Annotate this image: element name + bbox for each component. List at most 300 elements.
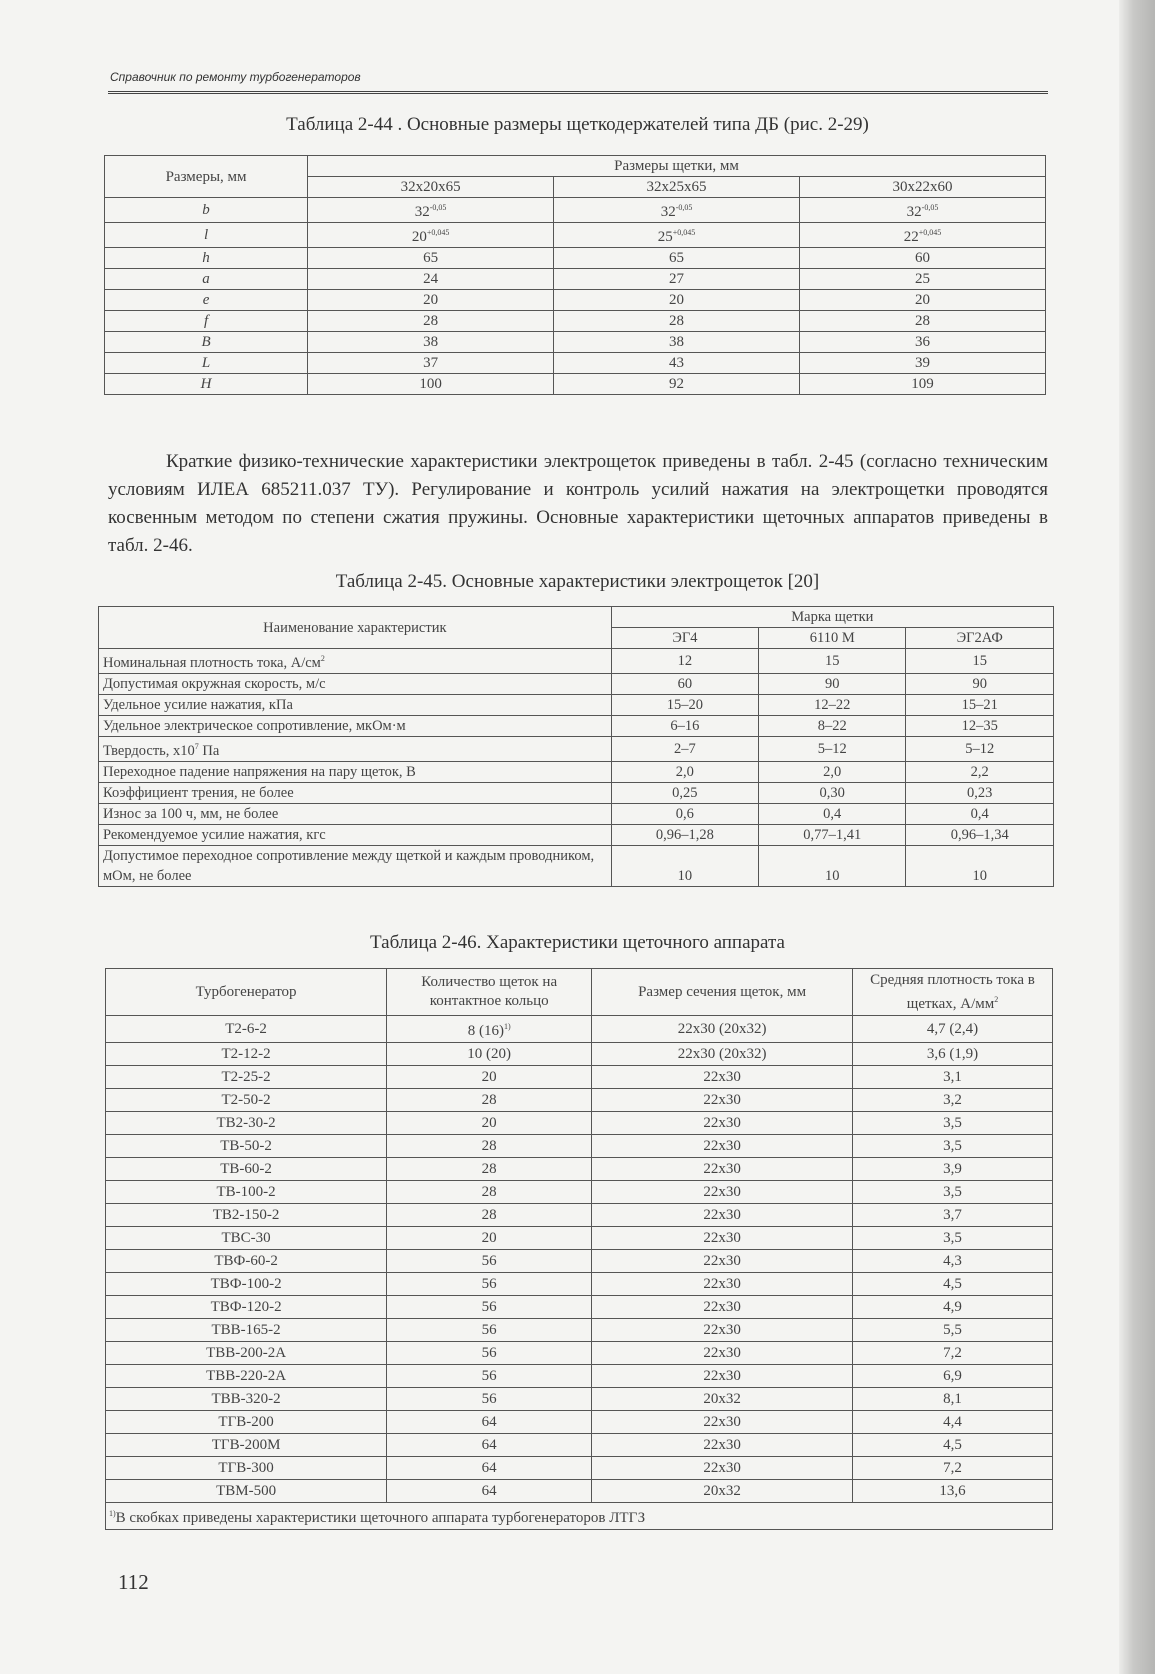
- t46-cell: [853, 1112, 1053, 1135]
- t45-cell: 12: [611, 649, 758, 674]
- t46-value: 3,5: [943, 1138, 962, 1154]
- t44-cell: [308, 353, 554, 374]
- table-row: [105, 311, 1046, 332]
- t44-cell: [554, 374, 800, 395]
- t46-value: ТВВ-200-2А: [206, 1345, 287, 1361]
- t46-cell: [387, 1388, 592, 1411]
- t46-value: 22х30 (20х32): [677, 1021, 767, 1037]
- t44-value: 39: [915, 355, 930, 371]
- t45-label-tail: Па: [198, 742, 220, 759]
- t44-cell: [800, 374, 1046, 395]
- t46-value: 22х30: [703, 1230, 741, 1246]
- t44-cell: [800, 248, 1046, 269]
- table-row: [99, 736, 1054, 761]
- t45-cell: 90: [906, 673, 1054, 694]
- table-row: [105, 374, 1046, 395]
- table-row: [106, 1480, 1053, 1503]
- t44-value: 32: [414, 204, 430, 220]
- t46-cell: [387, 1016, 592, 1043]
- table-row: [105, 269, 1046, 290]
- t46-value: Т2-6-2: [225, 1021, 267, 1037]
- t44-row-symbol: f: [203, 313, 209, 329]
- t46-value: 4,9: [943, 1299, 962, 1315]
- t44-row-symbol: L: [201, 355, 211, 371]
- t45-cell: 0,23: [906, 782, 1054, 803]
- t46-cell: [853, 1066, 1053, 1089]
- t45-label-text: Коэффициент трения, не более: [103, 784, 294, 801]
- table-row: [106, 1204, 1053, 1227]
- t44-col-header: Размеры, мм: [105, 156, 308, 198]
- t46-cell: [387, 1158, 592, 1181]
- t46-cell: [592, 1296, 853, 1319]
- t46-value: 56: [481, 1299, 497, 1315]
- t46-cell: [853, 1204, 1053, 1227]
- t46-cell: [853, 1250, 1053, 1273]
- t45-label-text: Рекомендуемое усилие нажатия, кгс: [103, 826, 326, 843]
- t46-cell: [387, 1135, 592, 1158]
- t46-value: ТВС-30: [221, 1230, 271, 1246]
- t46-cell: [592, 1135, 853, 1158]
- table-row: [106, 1043, 1053, 1066]
- table-row: [99, 673, 1054, 694]
- t46-value: 22х30: [703, 1115, 741, 1131]
- t45-cell: 0,4: [759, 803, 906, 824]
- t45-col-header: Наименование характеристик: [99, 607, 612, 649]
- table-row: [106, 1411, 1053, 1434]
- table-row: [99, 845, 1054, 886]
- t46-cell: [106, 1365, 387, 1388]
- t46-value: 8 (16): [467, 1023, 504, 1039]
- t46-cell: [592, 1388, 853, 1411]
- t44-tolerance: +0,045: [672, 228, 696, 237]
- t46-cell: [387, 1089, 592, 1112]
- t46-cell: [106, 1250, 387, 1273]
- table-row: [105, 223, 1046, 248]
- t46-value: Т2-50-2: [221, 1092, 271, 1108]
- t46-value: 3,5: [943, 1230, 962, 1246]
- t44-value: 27: [669, 271, 685, 287]
- t46-value: Т2-25-2: [221, 1069, 271, 1085]
- table-row: [106, 1365, 1053, 1388]
- t46-cell: [106, 1342, 387, 1365]
- t46-cell: [853, 1480, 1053, 1503]
- t45-cell: 0,96–1,34: [906, 824, 1054, 845]
- t45-cell: 2,0: [759, 761, 906, 782]
- t44-cell: [308, 198, 554, 223]
- t46-cell: [387, 1342, 592, 1365]
- t44-row-label: [105, 311, 308, 332]
- t45-cell: 12–22: [759, 694, 906, 715]
- t46-cell: [592, 1158, 853, 1181]
- table-2-44: [104, 155, 1046, 395]
- t46-value: 7,2: [943, 1460, 962, 1476]
- t44-cell: [308, 290, 554, 311]
- t45-column: 6110 М: [759, 628, 906, 649]
- table-2-46: [105, 968, 1053, 1530]
- t44-cell: [554, 290, 800, 311]
- t45-cell: 15: [759, 649, 906, 674]
- t46-cell: [592, 1457, 853, 1480]
- t44-value: 28: [915, 313, 930, 329]
- t46-cell: [853, 1411, 1053, 1434]
- t45-cell: 5–12: [759, 736, 906, 761]
- t45-cell: 2,0: [611, 761, 758, 782]
- page-number: 112: [118, 1570, 149, 1594]
- t46-value: ТВФ-100-2: [210, 1276, 282, 1292]
- t44-cell: [554, 223, 800, 248]
- t46-cell: [106, 1273, 387, 1296]
- t46-value: 22х30: [703, 1253, 741, 1269]
- t46-value: 22х30: [703, 1345, 741, 1361]
- t46-cell: [387, 1457, 592, 1480]
- t44-value: 20: [411, 229, 427, 245]
- t44-value: 36: [915, 334, 930, 350]
- t46-cell: [106, 1089, 387, 1112]
- table-row: [106, 1112, 1053, 1135]
- t46-header: Турбогенератор: [106, 969, 387, 1016]
- t45-cell: 90: [759, 673, 906, 694]
- t46-cell: [853, 1135, 1053, 1158]
- t45-label-sup: 2: [320, 654, 325, 663]
- t46-value: ТГВ-300: [218, 1460, 274, 1476]
- t46-cell: [106, 1204, 387, 1227]
- t45-row-label: [99, 673, 612, 694]
- t46-value: 22х30: [703, 1276, 741, 1292]
- t46-value: 64: [481, 1437, 497, 1453]
- t46-cell: [592, 1411, 853, 1434]
- t44-value: 37: [423, 355, 439, 371]
- table44-caption: Таблица 2-44 . Основные размеры щеткодержателей типа ДБ (рис. 2-29): [286, 114, 869, 135]
- t46-value: 22х30 (20х32): [677, 1046, 767, 1062]
- t44-row-label: [105, 353, 308, 374]
- t46-value: 10 (20): [467, 1046, 512, 1062]
- t44-row-label: [105, 198, 308, 223]
- t46-value: 3,2: [943, 1092, 962, 1108]
- t46-cell: [592, 1250, 853, 1273]
- t44-value: 24: [423, 271, 439, 287]
- t45-row-label: [99, 715, 612, 736]
- t44-column: 32x20x65: [308, 177, 554, 198]
- t44-row-symbol: h: [202, 250, 210, 266]
- t44-cell: [308, 311, 554, 332]
- t45-column: ЭГ2АФ: [906, 628, 1054, 649]
- table45-caption: Таблица 2-45. Основные характеристики электрощеток [20]: [335, 571, 820, 592]
- t46-value: 22х30: [703, 1299, 741, 1315]
- t46-value: 4,7 (2,4): [926, 1021, 979, 1037]
- table-row: [106, 1342, 1053, 1365]
- t46-cell: [592, 1181, 853, 1204]
- t46-value: Т2-12-2: [221, 1046, 271, 1062]
- t46-value: 28: [481, 1092, 497, 1108]
- table-row: [106, 1181, 1053, 1204]
- t44-column: 30x22x60: [800, 177, 1046, 198]
- table-row: [106, 1227, 1053, 1250]
- t44-value: 43: [669, 355, 685, 371]
- t44-value: 20: [915, 292, 930, 308]
- t45-cell: 8–22: [759, 715, 906, 736]
- t45-cell: 10: [759, 845, 906, 886]
- t46-cell: [592, 1227, 853, 1250]
- t44-row-symbol: B: [201, 334, 211, 350]
- table-row: [99, 803, 1054, 824]
- t45-label-text: Удельное электрическое сопротивление, мкОм·м: [103, 717, 406, 734]
- t45-label-text: Допустимая окружная скорость, м/с: [103, 675, 326, 692]
- t45-label-text: Твердость, х10: [103, 742, 195, 759]
- t46-cell: [106, 1158, 387, 1181]
- header-rule: [108, 91, 1048, 97]
- t46-value: 22х30: [703, 1414, 741, 1430]
- t46-value: ТВ-50-2: [220, 1138, 272, 1154]
- t44-column: 32x25x65: [554, 177, 800, 198]
- t46-cell: [387, 1273, 592, 1296]
- t44-value: 28: [423, 313, 439, 329]
- t46-header: Количество щеток на контактное кольцо: [387, 969, 592, 1016]
- t46-footnote: $^{1)}$В скобках приведены характеристики щеточного аппарата турбогенераторов ЛТГЗ: [106, 1503, 1053, 1530]
- table-row: [105, 353, 1046, 374]
- t46-value: 3,7: [943, 1207, 962, 1223]
- t46-value: 28: [481, 1138, 497, 1154]
- t46-cell: [387, 1319, 592, 1342]
- t44-cell: [800, 290, 1046, 311]
- t44-row-label: [105, 248, 308, 269]
- t46-cell: [853, 1434, 1053, 1457]
- t45-cell: 2,2: [906, 761, 1054, 782]
- t44-cell: [308, 374, 554, 395]
- table-row: [106, 1319, 1053, 1342]
- t46-cell: [387, 1480, 592, 1503]
- t46-cell: [387, 1365, 592, 1388]
- t44-tolerance: -0,05: [429, 203, 447, 212]
- t46-value: ТВ2-30-2: [216, 1115, 276, 1131]
- t46-cell: [853, 1273, 1053, 1296]
- table-row: [99, 761, 1054, 782]
- t46-value: 28: [481, 1207, 497, 1223]
- t46-value: 56: [481, 1368, 497, 1384]
- t44-value: 65: [669, 250, 685, 266]
- t45-cell: 0,96–1,28: [611, 824, 758, 845]
- table-row: [106, 1135, 1053, 1158]
- t46-cell: [853, 1089, 1053, 1112]
- t44-value: 25: [915, 271, 930, 287]
- t44-cell: [554, 311, 800, 332]
- t44-cell: [308, 223, 554, 248]
- t44-cell: [554, 353, 800, 374]
- t45-cell: 10: [906, 845, 1054, 886]
- page-edge-shadow: [1119, 0, 1155, 1674]
- table-row: [106, 1273, 1053, 1296]
- t46-value: 22х30: [703, 1207, 741, 1223]
- t45-cell: 0,30: [759, 782, 906, 803]
- t46-cell: [592, 1112, 853, 1135]
- t44-value: 20: [669, 292, 685, 308]
- t46-value: 20: [481, 1230, 497, 1246]
- t46-cell: [106, 1016, 387, 1043]
- t46-value: 4,3: [943, 1253, 962, 1269]
- t46-cell: [387, 1181, 592, 1204]
- t46-value: ТВФ-120-2: [210, 1299, 282, 1315]
- t45-row-label: [99, 824, 612, 845]
- t46-cell: [106, 1296, 387, 1319]
- t44-row-symbol: H: [200, 376, 212, 392]
- t46-cell: [592, 1089, 853, 1112]
- t46-cell: [592, 1365, 853, 1388]
- t46-cell: [592, 1480, 853, 1503]
- t46-value: 4,4: [943, 1414, 962, 1430]
- t44-tolerance: +0,045: [918, 228, 942, 237]
- t44-cell: [308, 269, 554, 290]
- t46-value: 3,9: [943, 1161, 962, 1177]
- t46-cell: [387, 1434, 592, 1457]
- table-row: [106, 1388, 1053, 1411]
- t46-cell: [387, 1250, 592, 1273]
- t44-value: 92: [669, 376, 685, 392]
- table-row: [106, 1016, 1053, 1043]
- t45-cell: 5–12: [906, 736, 1054, 761]
- t46-cell: [853, 1365, 1053, 1388]
- t46-value: 22х30: [703, 1092, 741, 1108]
- t46-value: ТГВ-200: [218, 1414, 274, 1430]
- t46-value: 22х30: [703, 1368, 741, 1384]
- t46-cell: [592, 1043, 853, 1066]
- t44-value: 38: [669, 334, 685, 350]
- t46-value: 20: [481, 1069, 497, 1085]
- t44-value: 22: [903, 229, 919, 245]
- t46-footnote-ref: 1): [503, 1022, 511, 1031]
- t45-label-text: Допустимое переходное сопротивление между щеткой и каждым проводником, мОм, не более: [103, 847, 595, 884]
- t44-row-symbol: b: [202, 202, 210, 218]
- table-row: [105, 290, 1046, 311]
- t46-cell: [106, 1457, 387, 1480]
- t44-value: 25: [657, 229, 673, 245]
- t44-cell: [800, 223, 1046, 248]
- t46-value: ТВВ-220-2А: [206, 1368, 287, 1384]
- t44-cell: [800, 269, 1046, 290]
- t46-value: ТВМ-500: [216, 1483, 277, 1499]
- t46-cell: [853, 1181, 1053, 1204]
- t46-value: 22х30: [703, 1322, 741, 1338]
- t44-row-label: [105, 269, 308, 290]
- t45-label-text: Номинальная плотность тока, А/см: [103, 654, 321, 671]
- t46-cell: [853, 1158, 1053, 1181]
- t45-row-label: [99, 694, 612, 715]
- t46-value: 22х30: [703, 1069, 741, 1085]
- t44-value: 38: [423, 334, 439, 350]
- t46-value: 20х32: [703, 1483, 741, 1499]
- t46-value: 64: [481, 1483, 497, 1499]
- t46-cell: [592, 1204, 853, 1227]
- t46-cell: [853, 1319, 1053, 1342]
- t45-row-label: [99, 845, 612, 886]
- t44-cell: [308, 248, 554, 269]
- t46-cell: [853, 1227, 1053, 1250]
- table-row: [99, 824, 1054, 845]
- table-row: [106, 1158, 1053, 1181]
- t44-value: 32: [906, 204, 922, 220]
- t46-header: Средняя плотность тока в щетках, $А/мм^2$: [853, 969, 1053, 1016]
- t44-cell: [800, 332, 1046, 353]
- t46-cell: [592, 1319, 853, 1342]
- t46-cell: [106, 1112, 387, 1135]
- t46-cell: [592, 1273, 853, 1296]
- t44-cell: [308, 332, 554, 353]
- t44-cell: [800, 311, 1046, 332]
- t46-cell: [106, 1319, 387, 1342]
- table-2-45: [98, 606, 1054, 887]
- body-paragraph: Краткие физико-технические характеристики электрощеток приведены в табл. 2-45 (согласно техническим условиям ИЛЕА 685211.037 ТУ). Регулирование и контроль усилий нажатия на электрощетки проводятся косвенным методом по степени сжатия пружины. Основные характеристики щеточных аппаратов приведены в табл. 2-46.: [108, 451, 1048, 556]
- table-row: [105, 248, 1046, 269]
- t44-tolerance: -0,05: [675, 203, 693, 212]
- t46-value: 56: [481, 1276, 497, 1292]
- t45-cell: 15–20: [611, 694, 758, 715]
- t46-cell: [853, 1296, 1053, 1319]
- t44-cell: [554, 198, 800, 223]
- table-row: [106, 1434, 1053, 1457]
- t46-value: ТВВ-165-2: [211, 1322, 281, 1338]
- table-row: [99, 782, 1054, 803]
- t46-value: 3,6 (1,9): [926, 1046, 979, 1062]
- t46-value: 3,5: [943, 1184, 962, 1200]
- t46-value: ТВ-100-2: [216, 1184, 276, 1200]
- t46-cell: [387, 1227, 592, 1250]
- t46-cell: [592, 1342, 853, 1365]
- t44-value: 109: [911, 376, 934, 392]
- t46-value: 56: [481, 1253, 497, 1269]
- t46-value: 13,6: [939, 1483, 966, 1499]
- t46-value: 5,5: [943, 1322, 962, 1338]
- t46-value: 20х32: [703, 1391, 741, 1407]
- table-row: [106, 1089, 1053, 1112]
- t46-cell: [853, 1457, 1053, 1480]
- t46-value: 6,9: [943, 1368, 962, 1384]
- t46-value: ТВФ-60-2: [214, 1253, 278, 1269]
- t46-value: 22х30: [703, 1460, 741, 1476]
- t46-cell: [106, 1043, 387, 1066]
- t46-value: 8,1: [943, 1391, 962, 1407]
- t46-cell: [853, 1342, 1053, 1365]
- t46-value: 22х30: [703, 1161, 741, 1177]
- t46-value: 56: [481, 1391, 497, 1407]
- t44-cell: [800, 353, 1046, 374]
- t45-cell: 6–16: [611, 715, 758, 736]
- t45-label-text: Износ за 100 ч, мм, не более: [103, 805, 279, 822]
- table-row: [99, 694, 1054, 715]
- t44-cell: [554, 332, 800, 353]
- t46-cell: [853, 1043, 1053, 1066]
- t46-cell: [387, 1204, 592, 1227]
- t46-value: 22х30: [703, 1437, 741, 1453]
- t46-cell: [106, 1411, 387, 1434]
- t44-value: 60: [915, 250, 930, 266]
- t45-row-label: [99, 736, 612, 761]
- table46-caption: Таблица 2-46. Характеристики щеточного аппарата: [370, 932, 785, 953]
- t44-row-symbol: a: [202, 271, 210, 287]
- t46-cell: [106, 1135, 387, 1158]
- t44-cell: [800, 198, 1046, 223]
- table-row: [105, 198, 1046, 223]
- t44-value: 28: [669, 313, 685, 329]
- t46-value: 64: [481, 1414, 497, 1430]
- t45-label-text: Переходное падение напряжения на пару щеток, В: [103, 763, 416, 780]
- t46-value: ТВ-60-2: [220, 1161, 272, 1177]
- table-row: [99, 649, 1054, 674]
- t44-cell: [554, 248, 800, 269]
- t45-cell: 2–7: [611, 736, 758, 761]
- t46-cell: [106, 1066, 387, 1089]
- t44-row-label: [105, 332, 308, 353]
- t44-row-symbol: l: [203, 227, 209, 243]
- t46-value: 20: [481, 1115, 497, 1131]
- t46-value: 4,5: [943, 1437, 962, 1453]
